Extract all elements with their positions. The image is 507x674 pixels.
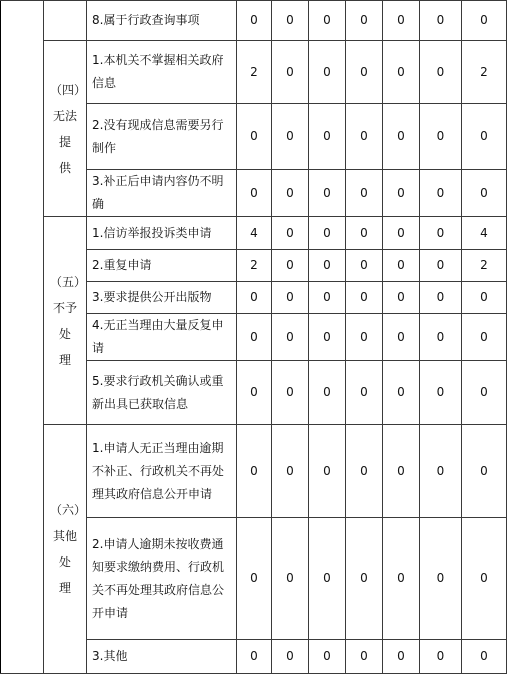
value-cell: 0 — [309, 425, 346, 518]
category-line: 不予处 — [52, 300, 77, 341]
value-cell: 0 — [383, 250, 420, 282]
value-cell: 0 — [420, 425, 462, 518]
value-cell: 0 — [383, 282, 420, 314]
item-cell: 2.重复申请 — [87, 250, 237, 282]
category-line: 其他处 — [52, 529, 77, 569]
value-cell: 0 — [383, 41, 420, 104]
value-cell: 0 — [346, 41, 383, 104]
category-line: （六） — [50, 503, 87, 517]
category-line: 理 — [58, 352, 71, 367]
value-cell: 0 — [462, 314, 507, 361]
value-cell: 0 — [462, 518, 507, 640]
value-cell: 0 — [346, 425, 383, 518]
value-cell: 0 — [272, 361, 309, 425]
category-cell — [44, 1, 87, 41]
value-cell: 0 — [272, 250, 309, 282]
item-cell: 5.要求行政机关确认或重新出具已获取信息 — [87, 361, 237, 425]
category-line: （四） — [50, 82, 87, 97]
value-cell: 0 — [420, 282, 462, 314]
category-cell — [44, 41, 87, 217]
value-cell: 0 — [420, 104, 462, 170]
item-cell: 4.无正当理由大量反复申请 — [87, 314, 237, 361]
value-cell: 0 — [420, 314, 462, 361]
value-cell: 0 — [272, 314, 309, 361]
value-cell: 0 — [309, 170, 346, 217]
category-line: 理 — [58, 581, 71, 595]
value-cell: 0 — [383, 314, 420, 361]
value-cell: 0 — [272, 41, 309, 104]
value-cell: 0 — [383, 104, 420, 170]
category-line: 供 — [58, 160, 71, 175]
value-cell: 0 — [346, 104, 383, 170]
value-cell: 0 — [462, 1, 507, 41]
value-cell: 0 — [237, 170, 272, 217]
value-cell: 2 — [237, 41, 272, 104]
value-cell: 0 — [237, 1, 272, 41]
value-cell: 0 — [237, 518, 272, 640]
item-cell: 1.申请人无正当理由逾期不补正、行政机关不再处理其政府信息公开申请 — [87, 425, 237, 518]
item-cell: 3.补正后申请内容仍不明确 — [87, 170, 237, 217]
value-cell: 0 — [346, 282, 383, 314]
value-cell: 0 — [309, 1, 346, 41]
value-cell: 0 — [383, 425, 420, 518]
category-line: 无法提 — [52, 108, 77, 149]
value-cell: 0 — [383, 518, 420, 640]
value-cell: 0 — [346, 361, 383, 425]
table-row — [1, 217, 507, 250]
item-cell: 8.属于行政查询事项 — [87, 1, 237, 41]
value-cell: 0 — [237, 314, 272, 361]
value-cell: 0 — [383, 170, 420, 217]
item-cell: 1.信访举报投诉类申请 — [87, 217, 237, 250]
value-cell: 0 — [420, 518, 462, 640]
value-cell: 2 — [462, 41, 507, 104]
value-cell: 0 — [346, 640, 383, 674]
category-cell — [44, 425, 87, 674]
value-cell: 0 — [420, 361, 462, 425]
item-cell: 2.没有现成信息需要另行制作 — [87, 104, 237, 170]
value-cell: 0 — [346, 1, 383, 41]
value-cell: 0 — [420, 1, 462, 41]
value-cell: 0 — [462, 104, 507, 170]
item-cell: 3.其他 — [87, 640, 237, 674]
value-cell: 0 — [309, 41, 346, 104]
category-cell — [44, 217, 87, 425]
value-cell: 0 — [237, 104, 272, 170]
category-line: （五） — [50, 274, 87, 289]
value-cell: 0 — [272, 282, 309, 314]
value-cell: 0 — [346, 250, 383, 282]
value-cell: 0 — [346, 518, 383, 640]
value-cell: 0 — [420, 640, 462, 674]
item-cell: 2.申请人逾期未按收费通知要求缴纳费用、行政机关不再处理其政府信息公开申请 — [87, 518, 237, 640]
value-cell: 0 — [309, 518, 346, 640]
value-cell: 0 — [272, 170, 309, 217]
item-cell: 1.本机关不掌握相关政府信息 — [87, 41, 237, 104]
value-cell: 4 — [237, 217, 272, 250]
value-cell: 0 — [383, 640, 420, 674]
value-cell: 0 — [272, 518, 309, 640]
value-cell: 0 — [309, 640, 346, 674]
value-cell: 0 — [462, 170, 507, 217]
blank-cell — [1, 1, 44, 674]
value-cell: 0 — [272, 104, 309, 170]
value-cell: 0 — [272, 425, 309, 518]
value-cell: 0 — [462, 282, 507, 314]
value-cell: 0 — [309, 314, 346, 361]
value-cell: 2 — [237, 250, 272, 282]
value-cell: 0 — [237, 640, 272, 674]
value-cell: 0 — [272, 1, 309, 41]
value-cell: 0 — [237, 361, 272, 425]
value-cell: 0 — [272, 640, 309, 674]
value-cell: 0 — [309, 250, 346, 282]
value-cell: 0 — [309, 217, 346, 250]
value-cell: 0 — [346, 170, 383, 217]
item-cell: 3.要求提供公开出版物 — [87, 282, 237, 314]
value-cell: 0 — [383, 1, 420, 41]
value-cell: 0 — [420, 250, 462, 282]
value-cell: 0 — [383, 361, 420, 425]
value-cell: 0 — [462, 640, 507, 674]
table-row — [1, 1, 507, 41]
value-cell: 2 — [462, 250, 507, 282]
value-cell: 0 — [346, 217, 383, 250]
value-cell: 4 — [462, 217, 507, 250]
table-row — [1, 41, 507, 104]
table-row — [1, 425, 507, 518]
value-cell: 0 — [462, 425, 507, 518]
value-cell: 0 — [309, 361, 346, 425]
value-cell: 0 — [309, 282, 346, 314]
value-cell: 0 — [346, 314, 383, 361]
value-cell: 0 — [383, 217, 420, 250]
value-cell: 0 — [420, 41, 462, 104]
value-cell: 0 — [237, 282, 272, 314]
value-cell: 0 — [309, 104, 346, 170]
value-cell: 0 — [420, 170, 462, 217]
value-cell: 0 — [272, 217, 309, 250]
value-cell: 0 — [237, 425, 272, 518]
value-cell: 0 — [420, 217, 462, 250]
value-cell: 0 — [462, 361, 507, 425]
